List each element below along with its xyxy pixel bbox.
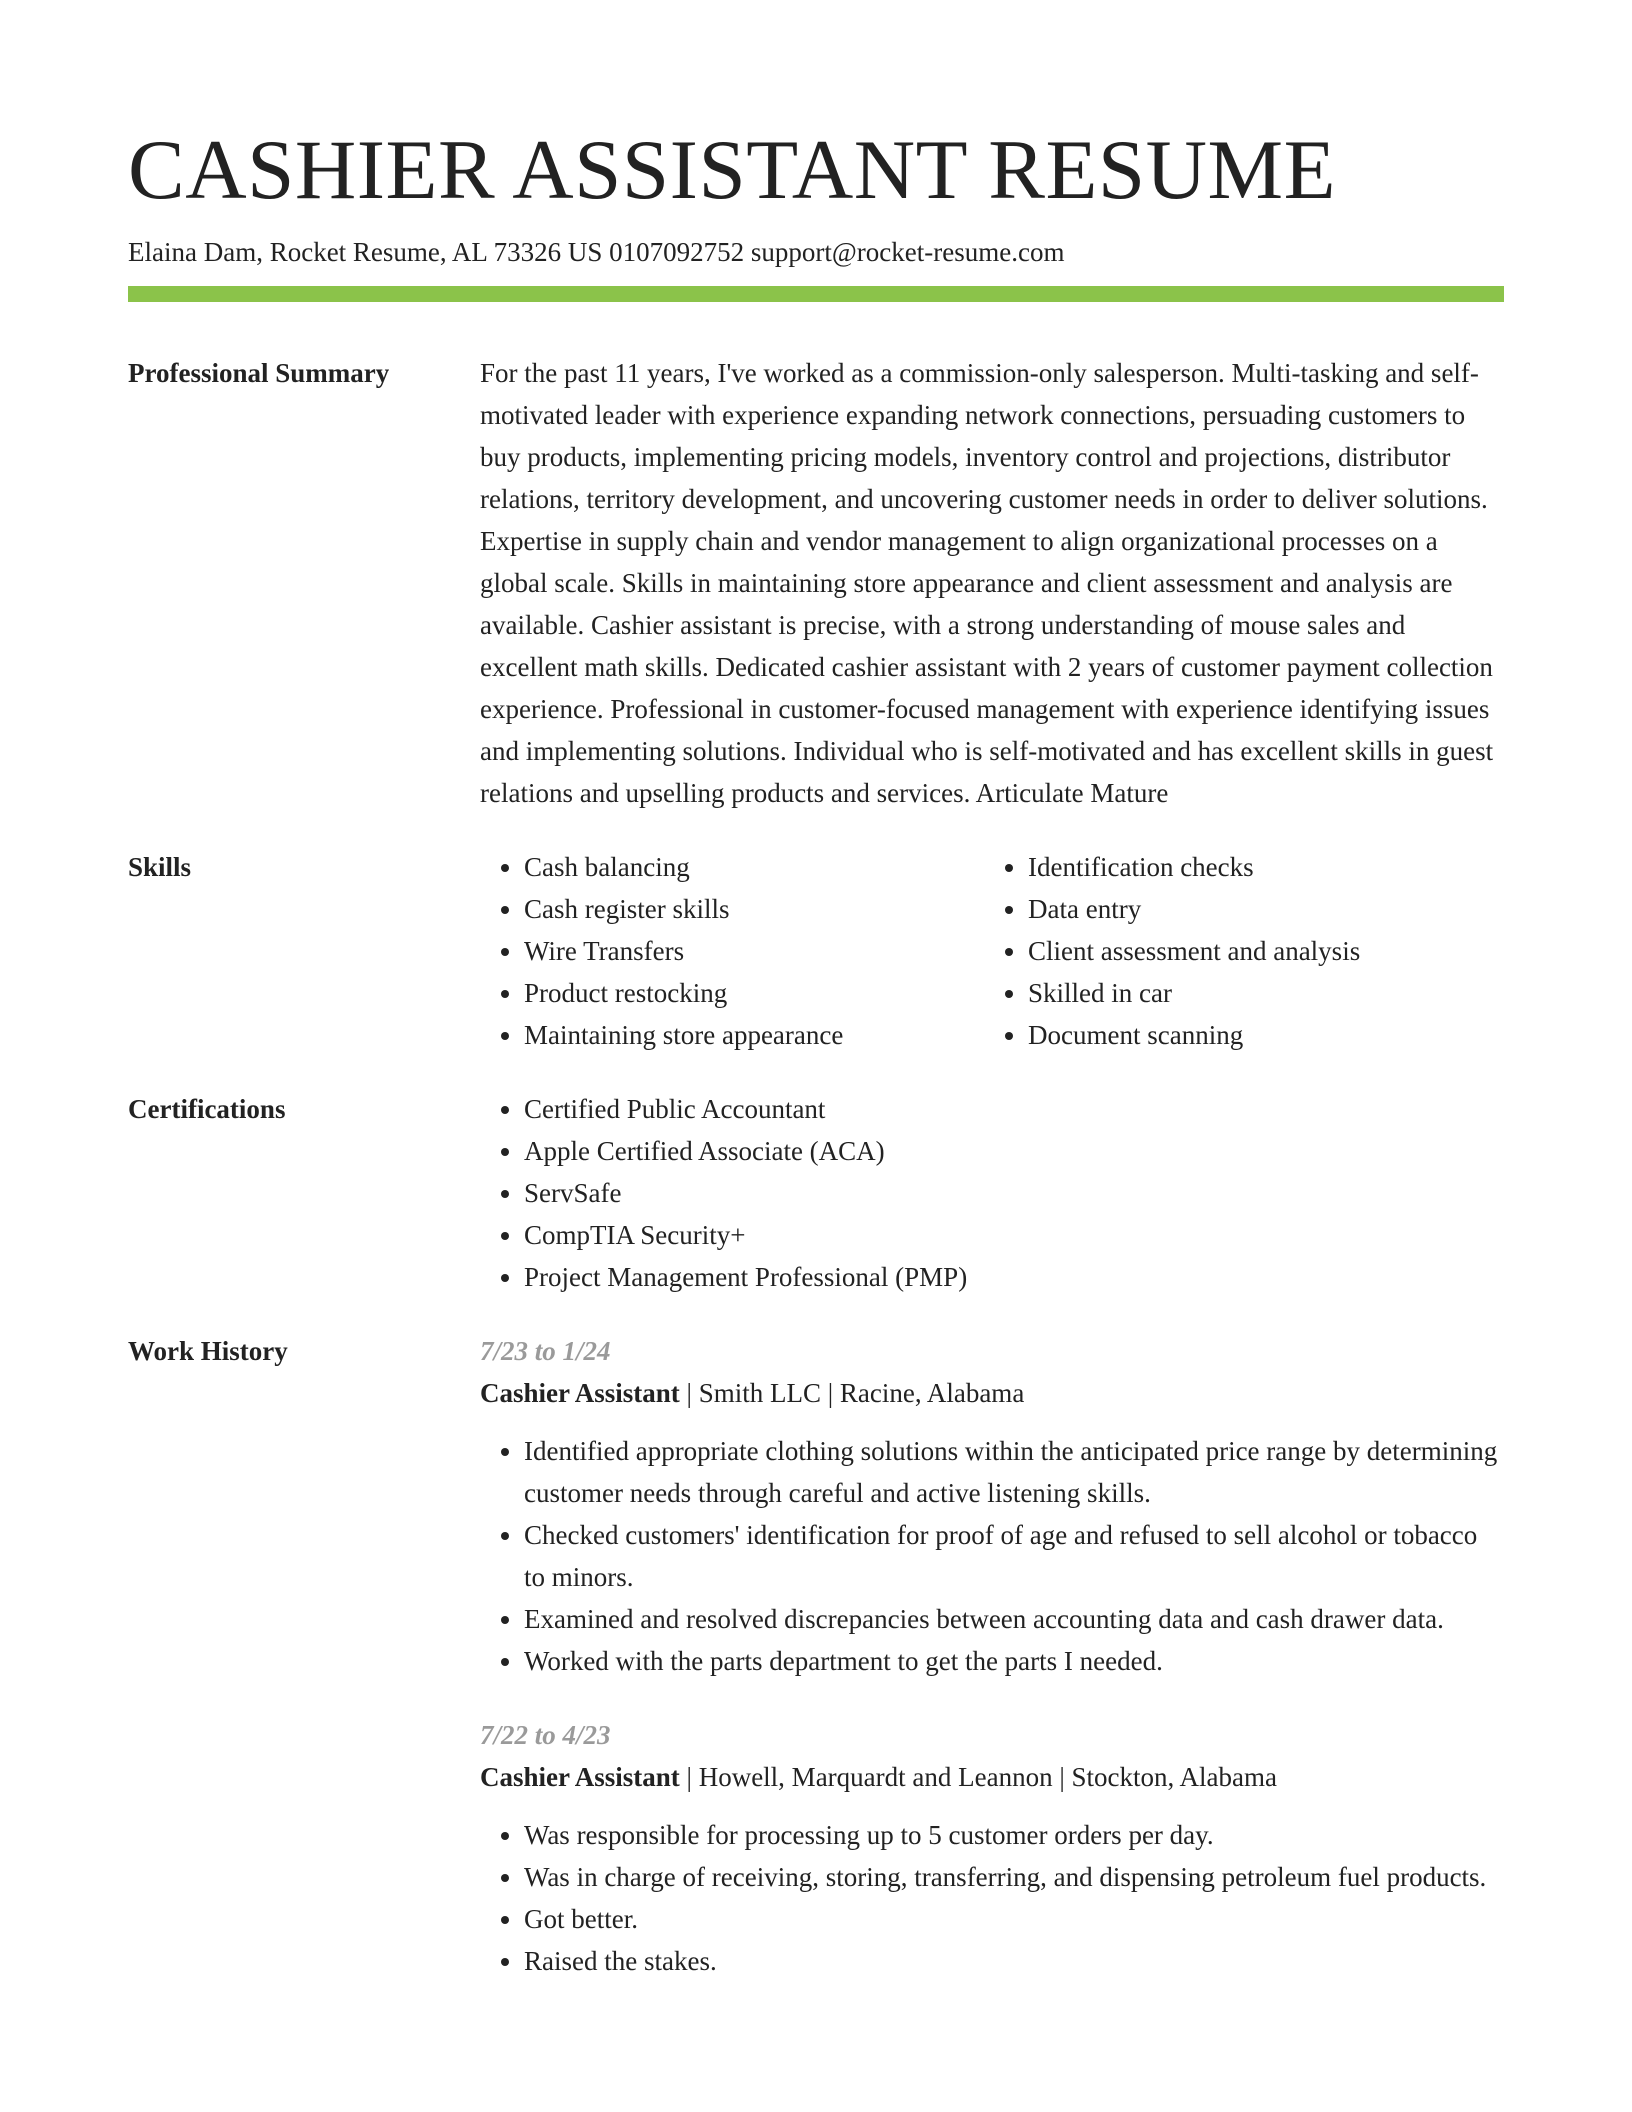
section-label: Certifications (128, 1094, 286, 1124)
certification-item: • CompTIA Security+ (524, 1214, 1504, 1256)
skills-list-left (480, 846, 984, 1056)
work-history-section (128, 1330, 1504, 1982)
skill-item: • Product restocking (524, 972, 984, 1014)
resume-page (128, 0, 1504, 1982)
job-heading (480, 1372, 1504, 1414)
job-details: | Howell, Marquardt and Leannon | Stockton, Alabama (679, 1762, 1277, 1792)
skill-item: • Cash balancing (524, 846, 984, 888)
job-entry (480, 1330, 1504, 1682)
job-bullet: • Worked with the parts department to get the parts I needed. (524, 1640, 1504, 1682)
section-label: Skills (128, 852, 192, 882)
skill-item: • Document scanning (1028, 1014, 1548, 1056)
skill-item: • Client assessment and analysis (1028, 930, 1548, 972)
job-bullet: • Identified appropriate clothing solutions within the anticipated price range by determining customer needs through careful and active listening skills. (524, 1430, 1504, 1514)
certification-item: • ServSafe (524, 1172, 1504, 1214)
job-bullet: • Raised the stakes. (524, 1940, 1504, 1982)
contact-line: Elaina Dam, Rocket Resume, AL 73326 US 0107092752 support@rocket-resume.com (128, 237, 1065, 267)
certification-item: • Certified Public Accountant (524, 1088, 1504, 1130)
skill-item: • Wire Transfers (524, 930, 984, 972)
resume-title: CASHIER ASSISTANT RESUME (128, 123, 1337, 217)
skill-item: • Skilled in car (1028, 972, 1548, 1014)
skill-item: • Cash register skills (524, 888, 984, 930)
job-bullets (480, 1814, 1504, 1982)
certifications-section (128, 1088, 1504, 1298)
job-bullet: • Checked customers' identification for proof of age and refused to sell alcohol or tobacco to minors. (524, 1514, 1504, 1598)
job-title: Cashier Assistant (480, 1378, 680, 1408)
skill-item: • Identification checks (1028, 846, 1548, 888)
job-bullet: • Got better. (524, 1898, 1504, 1940)
skill-item: • Data entry (1028, 888, 1548, 930)
job-bullets (480, 1430, 1504, 1682)
skills-list-right (984, 846, 1548, 1056)
job-dates: 7/23 to 1/24 (480, 1336, 611, 1366)
skills-columns (480, 846, 1548, 1056)
skill-item: • Maintaining store appearance (524, 1014, 984, 1056)
section-label: Work History (128, 1336, 288, 1366)
job-dates: 7/22 to 4/23 (480, 1720, 611, 1750)
skills-section (128, 846, 1504, 1056)
section-body (480, 352, 1504, 814)
section-label: Professional Summary (128, 358, 390, 388)
job-heading (480, 1756, 1504, 1798)
job-details: | Smith LLC | Racine, Alabama (679, 1378, 1025, 1408)
job-bullet: • Was in charge of receiving, storing, transferring, and dispensing petroleum fuel products. (524, 1856, 1504, 1898)
job-bullet: • Examined and resolved discrepancies between accounting data and cash drawer data. (524, 1598, 1504, 1640)
job-entry (480, 1714, 1504, 1982)
job-bullet: • Was responsible for processing up to 5 customer orders per day. (524, 1814, 1504, 1856)
certification-item: • Apple Certified Associate (ACA) (524, 1130, 1504, 1172)
certifications-list (480, 1088, 1504, 1298)
job-title: Cashier Assistant (480, 1762, 680, 1792)
section-body (480, 1330, 1504, 1982)
certification-item: • Project Management Professional (PMP) (524, 1256, 1504, 1298)
summary-text: For the past 11 years, I've worked as a commission-only salesperson. Multi-tasking and self-motivated leader with experience expanding network connections, persuading customers to buy products, implementing pricing models, inventory control and projections, distributor relations, territory development, and uncovering customer needs in order to deliver solutions. Expertise in supply chain and vendor management to align organizational processes on a global scale. Skills in maintaining store appearance and client assessment and analysis are available. Cashier assistant is precise, with a strong understanding of mouse sales and excellent math skills. Dedicated cashier assistant with 2 years of customer payment collection experience. Professional in customer-focused management with experience identifying issues and implementing solutions. Individual who is self-motivated and has excellent skills in guest relations and upselling products and services. Articulate Mature (480, 358, 1494, 808)
accent-divider (128, 286, 1504, 302)
section-body (480, 1088, 1504, 1298)
professional-summary-section (128, 352, 1504, 814)
